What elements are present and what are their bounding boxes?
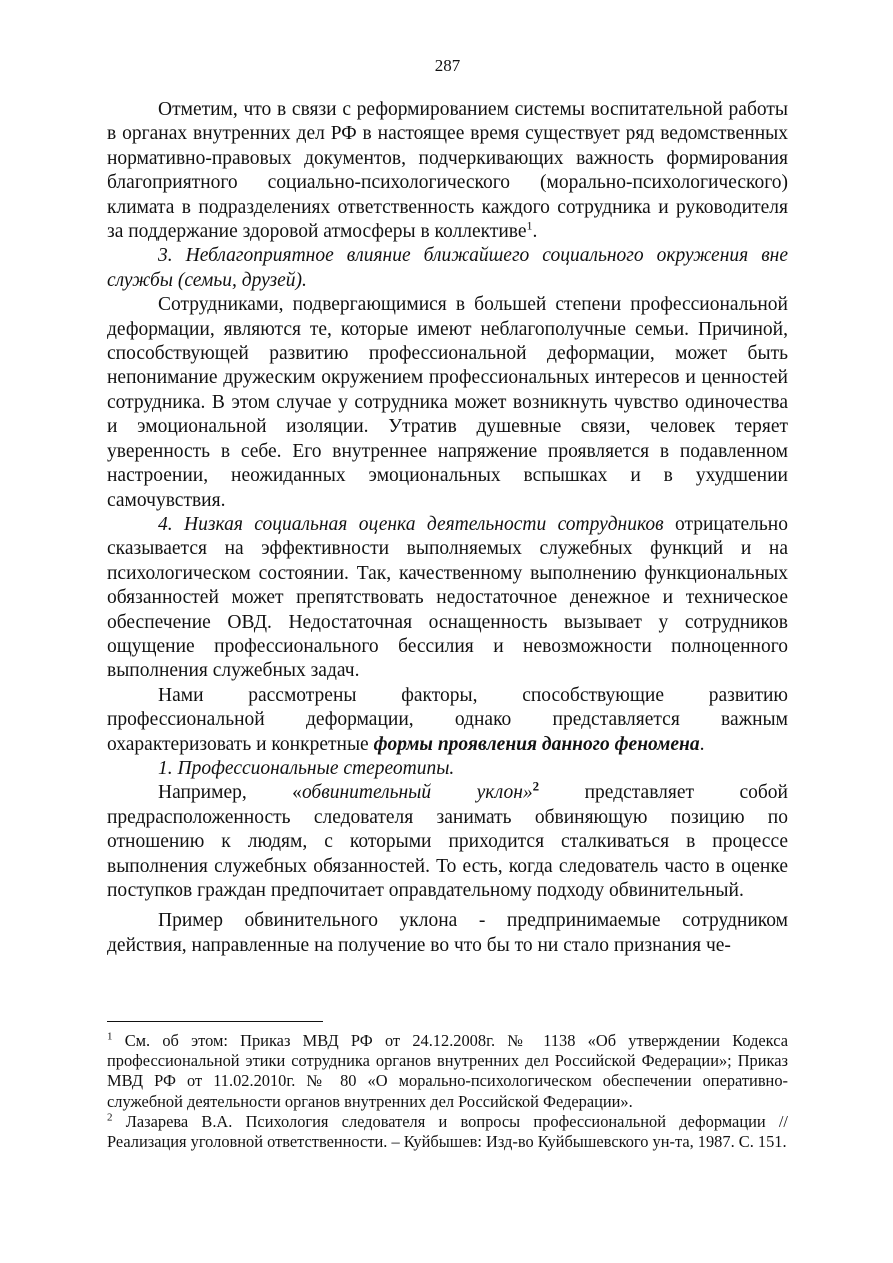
paragraph-5-text: Нами рассмотрены факторы, способствующие развитию профессиональной деформации, однако представляется важным охарактеризовать и конкретные: [107, 684, 788, 755]
factor-4-heading: 4. Низкая социальная оценка деятельности сотрудников: [158, 513, 664, 535]
document-page: [107, 56, 788, 958]
paragraph-5-end: .: [699, 733, 705, 755]
paragraph-4: [107, 513, 788, 684]
paragraph-4-text: отрицательно сказывается на эффективности выполняемых служебных функций и на психологическом состоянии. Так, качественному выполнению функциональных обязанностей может препятствовать недостаточное денежное и техническое обеспечение ОВД. Недостаточная оснащенность вызывает у сотрудников ощущение профессионального бессилия и невозможности полноценного выполнения служебных задач.: [107, 513, 788, 682]
paragraph-1: [107, 98, 788, 244]
footnote-2-mark: 2: [107, 1111, 113, 1124]
paragraph-8-text: Пример обвинительного уклона - предпринимаемые сотрудником действия, направленные на получение во что бы то ни стало признания че-: [107, 910, 788, 956]
paragraph-7-quote-close: »: [522, 782, 533, 804]
footnote-separator: [107, 1021, 323, 1022]
page-number: 287: [434, 56, 461, 75]
footnotes: [107, 1031, 788, 1152]
footnote-2-text: Лазарева В.А. Психология следователя и вопросы профессиональной деформации // Реализация уголовной ответственности. – Куйбышев: Изд-во Куйбышевского ун-та, 1987. С. 151.: [107, 1111, 788, 1152]
footnote-ref-1[interactable]: 1: [526, 218, 533, 233]
footnote-1-text: См. об этом: Приказ МВД РФ от 24.12.2008г. № 1138 «Об утверждении Кодекса профессиональной этики сотрудника органов внутренних дел Российской Федерации»; Приказ МВД РФ от 11.02.2010г. № 80 «О морально-психологическом обеспечении оперативно-служебной деятельности органов внутренних дел Российской Федерации».: [107, 1031, 788, 1111]
paragraph-5: [107, 684, 788, 757]
paragraph-1-text: Отметим, что в связи с реформированием системы воспитательной работы в органах внутренних дел РФ в настоящее время существует ряд ведомственных нормативно-правовых документов, подчеркивающих важность формирования благоприятного социально-психологического (морально-психологического) климата в подразделениях ответственность каждого сотрудника и руководителя за поддержание здоровой атмосферы в коллективе: [107, 99, 788, 243]
forms-emphasis: формы проявления данного феномена: [373, 733, 700, 755]
footnote-2: [107, 1112, 788, 1152]
footnote-1: [107, 1031, 788, 1112]
footnote-ref-2[interactable]: 2: [532, 778, 540, 794]
paragraph-7-text: представляет собой предрасположенность следователя занимать обвиняющую позицию по отношению к людям, с которыми приходится сталкиваться в процессе выполнения служебных обязанностей. То есть, когда следователь часто в оценке поступков граждан предпочитает оправдательному подходу обвинительный.: [107, 782, 788, 901]
paragraph-3: [107, 293, 788, 513]
factor-3-heading: 3. Неблагоприятное влияние ближайшего социального окружения вне службы (семьи, друзей).: [107, 245, 788, 291]
paragraph-7-lead: Например, «: [158, 782, 302, 804]
paragraph-6-heading: [107, 757, 788, 781]
paragraph-7: [107, 778, 788, 903]
paragraph-3-text: Сотрудниками, подвергающимися в большей степени профессиональной деформации, являются те, которые имеют неблагополучные семьи. Причиной, способствующей развитию профессиональной деформации, может быть непонимание дружеским окружением профессиональных интересов и ценностей сотрудника. В этом случае у сотрудника может возникнуть чувство одиночества и эмоциональной изоляции. Утратив душевные связи, человек теряет уверенность в себе. Его внутреннее напряжение проявляется в подавленном настроении, неожиданных эмоциональных вспышках и в ухудшении самочувствия.: [107, 294, 788, 511]
paragraph-2-heading: [107, 244, 788, 293]
paragraph-1-end: .: [532, 221, 538, 243]
footnote-1-mark: 1: [107, 1030, 113, 1043]
form-1-heading: 1. Профессиональные стереотипы.: [158, 757, 455, 779]
body-text: [107, 98, 788, 958]
accusatory-bias-term: обвинительный уклон: [301, 782, 523, 804]
paragraph-8: [107, 909, 788, 958]
